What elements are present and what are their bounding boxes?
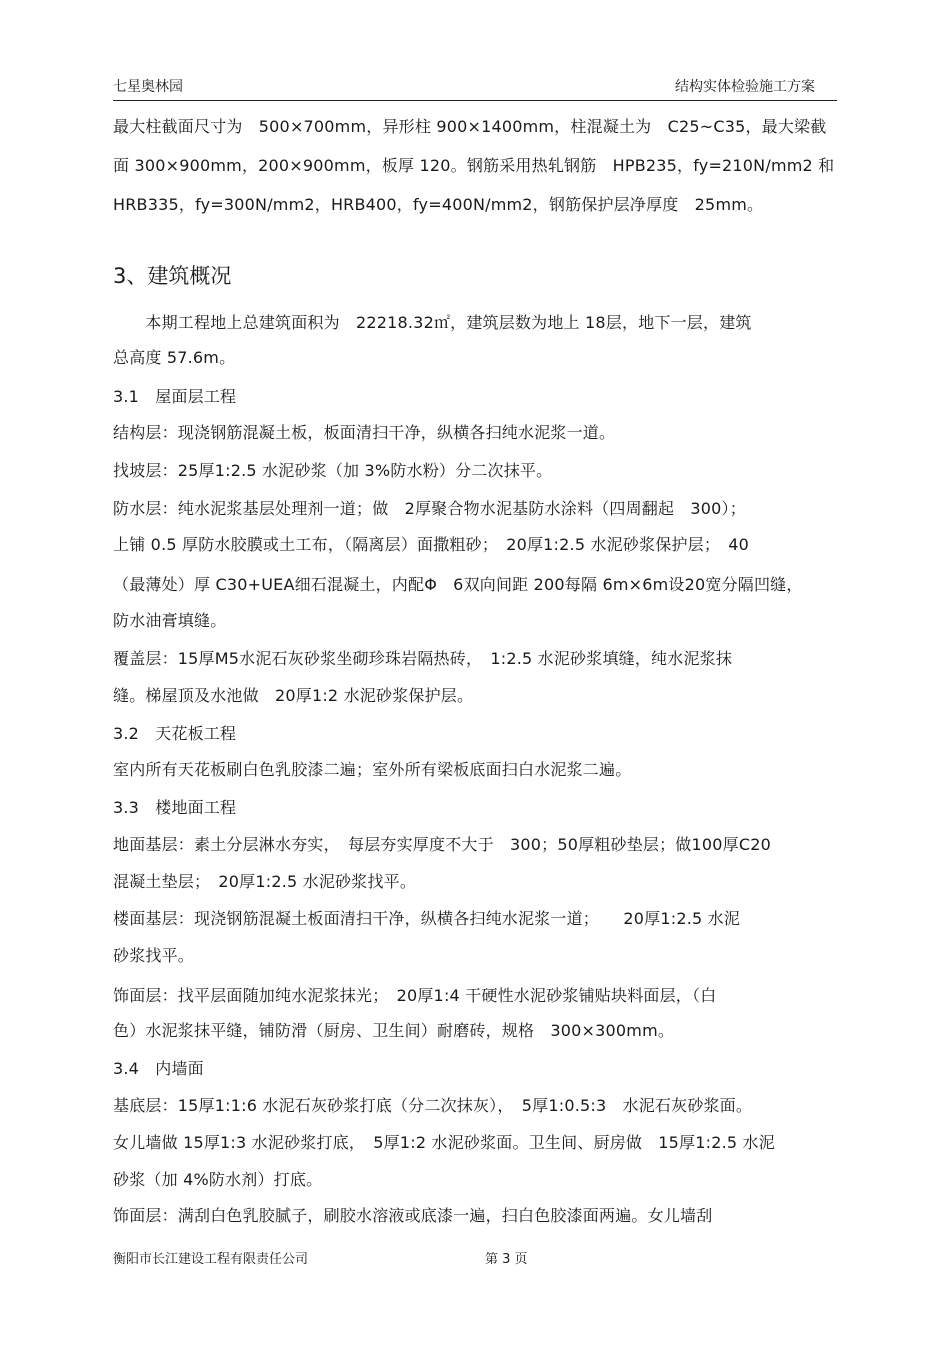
footer-page-number: 第 3 页 — [485, 1252, 528, 1267]
body-line: 结构层：现浇钢筋混凝土板，板面清扫干净，纵横各扫纯水泥浆一道。 — [113, 423, 616, 442]
body-line: 3.2 天花板工程 — [113, 724, 237, 743]
body-line: 室内所有天花板刷白色乳胶漆二遍；室外所有梁板底面扫白水泥浆二遍。 — [113, 760, 632, 779]
body-line: 覆盖层：15厚M5水泥石灰砂浆坐砌珍珠岩隔热砖， 1:2.5 水泥砂浆填缝，纯水泥浆抹 — [113, 649, 733, 668]
footer-company: 衡阳市长江建设工程有限责任公司 — [113, 1252, 309, 1267]
header-project-name: 七星奥林园 — [113, 79, 183, 95]
intro-line: 最大柱截面尺寸为 500×700mm，异形柱 900×1400mm，柱混凝土为 C25~C35，最大梁截 — [113, 117, 827, 136]
body-line: 色）水泥浆抹平缝，铺防滑（厨房、卫生间）耐磨砖，规格 300×300mm。 — [113, 1021, 675, 1040]
body-line: 总高度 57.6m。 — [113, 348, 236, 367]
section-heading: 3、建筑概况 — [113, 264, 232, 288]
body-line: 找坡层：25厚1:2.5 水泥砂浆（加 3%防水粉）分二次抹平。 — [113, 461, 553, 480]
body-line: 3.3 楼地面工程 — [113, 798, 237, 817]
body-line: 缝。梯屋顶及水池做 20厚1:2 水泥砂浆保护层。 — [113, 686, 474, 705]
body-line: 本期工程地上总建筑面积为 22218.32㎡，建筑层数为地上 18层，地下一层，建筑 — [113, 313, 752, 332]
body-line: 防水层：纯水泥浆基层处理剂一道；做 2厚聚合物水泥基防水涂料（四周翻起 300）； — [113, 499, 746, 518]
header-document-title: 结构实体检验施工方案 — [675, 79, 815, 95]
body-line: 防水油膏填缝。 — [113, 611, 227, 630]
body-line: 基底层：15厚1:1:6 水泥石灰砂浆打底（分二次抹灰）， 5厚1:0.5:3 水泥石灰砂浆面。 — [113, 1096, 753, 1115]
body-line: 饰面层：满刮白色乳胶腻子，刷胶水溶液或底漆一遍，扫白色胶漆面两遍。女儿墙刮 — [113, 1206, 713, 1225]
body-line: 砂浆找平。 — [113, 946, 195, 965]
body-line: 女儿墙做 15厚1:3 水泥砂浆打底， 5厚1:2 水泥砂浆面。卫生间、厨房做 15厚1:2.5 水泥 — [113, 1133, 775, 1152]
intro-line: 面 300×900mm，200×900mm，板厚 120。钢筋采用热轧钢筋 HPB235，fy=210N/mm2 和 — [113, 156, 835, 175]
body-line: 饰面层：找平层面随加纯水泥浆抹光； 20厚1:4 干硬性水泥砂浆铺贴块料面层，（白 — [113, 986, 717, 1005]
body-line: 砂浆（加 4%防水剂）打底。 — [113, 1170, 323, 1189]
body-line: 3.4 内墙面 — [113, 1059, 204, 1078]
body-line: 3.1 屋面层工程 — [113, 387, 237, 406]
body-line: 楼面基层：现浇钢筋混凝土板面清扫干净，纵横各扫纯水泥浆一道； 20厚1:2.5 水泥 — [113, 909, 741, 928]
body-line: （最薄处）厚 C30+UEA细石混凝土，内配Φ 6双向间距 200每隔 6m×6m设20宽分隔凹缝， — [113, 575, 803, 594]
body-line: 混凝土垫层； 20厚1:2.5 水泥砂浆找平。 — [113, 872, 417, 891]
body-line: 地面基层：素土分层淋水夯实， 每层夯实厚度不大于 300；50厚粗砂垫层；做100厚C20 — [113, 835, 771, 854]
intro-line: HRB335，fy=300N/mm2，HRB400，fy=400N/mm2，钢筋保护层净厚度 25mm。 — [113, 195, 764, 214]
body-line: 上铺 0.5 厚防水胶膜或土工布，（隔离层）面撒粗砂； 20厚1:2.5 水泥砂浆保护层； 40 — [113, 535, 750, 554]
page-header — [113, 72, 837, 101]
